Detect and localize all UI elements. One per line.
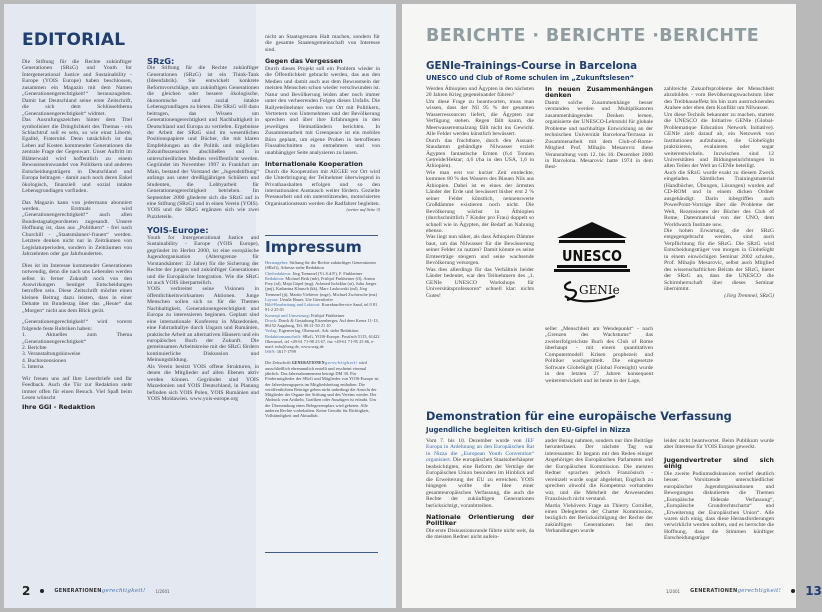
rubric-item: 2. Berichte: [22, 345, 47, 352]
genie-headline: GENIe-Trainings-Course in Barcelona: [426, 60, 638, 72]
lead-text: Vom 7. bis 10. Dezember wurde von: [426, 438, 522, 444]
article-paragraph: Um diese Frage zu beantworten, muss man wissen, dass der Nil 95 % der gesamten Wasserressourcen liefert, die Ägypten zur Verfügung stehen. Regen fällt kaum, die Meerwasserentsalzung fällt nicht ins Gewicht. Alle Felder werden künstlich bewässert.: [426, 98, 534, 138]
article-paragraph: Die hohen Erwartung, die der SRzG entgegengebracht werden, sind auch Verpflichtung für die SRzG. Die SRzG wird Entscheidungsträger von morgen in GlobeSight in einem einwöchigen Seminar 2002 schulen. Prof. Mihajlo Mesarovic, selbst auch Mitglied des wissenschaftlichen Beirats der SRzG, bietet der SRzG an, dass die UNESCO die Schirmherrschaft über dieses Seminar übernimmt.: [664, 227, 774, 293]
impressum-value: 1617-1799: [276, 349, 296, 355]
author-credit: (Jörg Tremmel, SRzG): [724, 292, 774, 299]
article-paragraph: Martin Viehövers Frage an Thierry Cornillet, einen Delegierten der Charter Kommission, bezüglich der Berücksichtigung der Rechte der zukünftigen Generationen bei den Verhandlungen wurde: [545, 502, 653, 535]
unesco-step: [554, 269, 630, 272]
page-number: 13: [805, 584, 822, 598]
article-paragraph: Auch die SRzG wurde exakt zu diesem Zweck eingeladen. Sämtliches Trainingsmaterial (Handbücher, Übungen, Lösungen) wurden auf CD-ROM und in einem dicken Ordner ausgehändigt. Darin inbegriffen auch PowerPoint-Vorträge über die Probleme der Welt, Rezensionen der Bücher des Club of Rome, Datenmaterial von der UNO, dem Worldwatch Institute usw.: [664, 169, 774, 228]
impressum-notice: [265, 360, 380, 419]
article-credit: [664, 293, 774, 299]
demo-column-3: [664, 438, 774, 542]
article-paragraph: ander Bezug nahmen, sondern nur ihre Beiträge herunterlasen. Der nächste Tag war interessanter. Er begann mit den Reden einiger Angehöriger des Europäischen Parlaments und der Europäischen Kommission. Die meisten Redner sprachen jedoch Französisch - vereinzelt wurde sogar abgelehnt, Englisch zu sprechen obwohl die Kompetenz vorhanden war, und die Mehrheit der Anwesenden Französisch nicht verstand.: [545, 438, 653, 503]
unesco-base: [557, 265, 627, 268]
brand-name: GENERATIONEN: [291, 360, 325, 365]
demo-subheadline: Jugendliche begleiten kritisch den EU-Gipfel in Nizza: [426, 426, 631, 434]
srzg-yois-column: [147, 58, 259, 403]
rubric-item: 4. Buchrezensionen: [22, 357, 67, 364]
right-page: [402, 4, 822, 608]
impressum-label: Chefredakteur:: [265, 270, 292, 276]
kooperation-body: Durch die Kooperation mit AEGEE vor Ort wird die Unterbringung der Teilnehmer überwiegend in Privathaushalten erfolgen und so den internationalen Austausch weiter fördern. Gezielte Pressearbeit und ein unterstützendes, motorisiertes Organisationsteam werden die Radfahrer begleiten.: [265, 168, 380, 207]
right-footer: [666, 584, 822, 598]
impressum-entries: [265, 260, 380, 418]
impressum-value: Eigenverlag, Oberursel, Adr. siehe Redaktion: [278, 328, 359, 334]
genie-column-1: [426, 86, 534, 299]
impressum-entry: [265, 276, 380, 297]
editorial-paragraph: Die Stiftung für die Rechte zukünftiger Generationen (SRzG) und Youth for Intergenerational Justice and Sustainability - Europe (YOIS Europe) haben beschlossen, zusammen ein Magazin mit dem Namen „Generationengerechtigkeit!“ herauszugeben. Damit hat Deutschland seine erste Zeitschrift, die sich dem Schlüsselthema „Generationengerechtigkeit“ widmet.: [22, 59, 132, 117]
impressum-brand: [292, 361, 358, 365]
impressum-value: Michael Beik (mb), Frithjof Finkbeiner (ff), Armin Frey (af), Maja Göpel (mg), Achmed Ischiklar (ai), Julia Jaeger (jmj), Katharina Klausch (kk), Marc Laskowski (ml), Jörg Tremmel (jt), Martin Viehöver (mgv), Michael Zschiesche (mz): [265, 275, 378, 297]
section-title: BERICHTE · BERICHTE ·BERICHTE: [426, 26, 760, 46]
brand-script: gerechtigkeit!: [324, 359, 358, 365]
genie-column-2-continued: [545, 326, 653, 384]
editorial-title: EDITORIAL: [22, 30, 126, 50]
impressum-label: Redaktionsanschrift:: [265, 333, 302, 339]
impressum-heading: Impressum: [265, 238, 362, 256]
demo-column-2: [545, 438, 653, 535]
column-intro: nicht an Staatsgrenzen Halt machen, sondern für die gesamte Staatengemeinschaft von Interesse sind.: [265, 34, 380, 53]
demo-headline: Demonstration für eine europäische Verfassung: [426, 410, 732, 423]
impressum-entry: [265, 334, 380, 350]
brand-name: GENERATIONEN: [690, 588, 738, 594]
kooperation-text: [265, 168, 380, 213]
issue-number: 1/2001: [666, 588, 681, 594]
srzg-text: Die Stiftung für die Rechte zukünftiger Generationen (SRzG) ist ein Think-Tank (Ideenfabrik). Sie entwickelt konkrete Reformvorschläge, um zukünftigen Generationen die gleichen oder bessere ökologische, ökonomische und sozial intakte Lebensgrundlagen zu bieten. Die SRzG will dazu beitragen, das Wissen um Generationengerechtigkeit und Nachhaltigkeit in Deutschland und Europa zu vertiefen. Ergebnisse der Arbeit der SRzG sind im wesentlichen Positionspapiere und Bücher, die mit klaren Empfehlungen an die Politik und möglichen Zukunftsszenarien abschließen und in unterschiedlichen Medien veröffentlicht werden. Gegründet im November 1997 in Frankfurt am Main, bestand der Vorstand der „Jugendstiftung“ anfangs aus unter dreißigjährigen Schülern und Studenten, die Lobbyarbeit für Generationengerechtigkeit betrieben. Im September 2000 gliederte sich die SRzG auf in eine Stiftung (SRzG) und in einen Verein (YOIS). YOIS und die SRzG ergänzen sich wie zwei Puzzleteile.: [147, 65, 259, 220]
impressum-notice-text: wird ausschließlich ehrenamtlich erstellt und erscheint viermal jährlich. Das Jahresabonnement beträgt DM 30. Für Fördermitglieder der SRzG und Mitglieder von YOIS-Europe ist der Jahresbezugspreis im Mitgliedsbeitrag enthalten. Die veröffentlichten Beiträge geben nicht unbedingt die Ansicht der Mitglieder der Organe der Stiftung und des Vereins wieder. Der Abdruck von Artikeln, Grafiken oder Auszügen ist erlaubt. Um die Übersendung eines Belegexemplars wird gebeten. Alle anderen Rechte vorbehalten. Keine Gewähr für Richtigkeit, Vollständigkeit und Aktualität.: [265, 359, 379, 418]
gegen-heading: Gegen das Vergessen: [265, 57, 343, 66]
genie-text: GENIe: [579, 283, 620, 297]
page-number: 2: [22, 584, 31, 598]
impressum-entry: [265, 349, 380, 354]
editorial-paragraph: Dies ist im Interesse kommender Generationen notwendig, denn die nach uns Lebenden werden selbst in ferner Zukunft noch von den Auswirkungen heutiger Entscheidungen betroffen sein. Diese Zeitschrift möchte einen kleinen Beitrag dazu leisten, dass in einer Debatte im Bundestag über das „Heute“ das „Morgen“ nicht aus dem Blick gerät.: [22, 262, 132, 314]
editorial-paragraph: Das Ausrufungszeichen hinter dem Titel symbolisiert die Dringlichkeit des Themas - ein Schlachtruf soll es sein, so wie einst Liberté, Egalité, Fraternité. Denn tatsächlich ist das Leben auf Kosten kommender Generationen die zentrale Frage der Gegenwart. Unser Auftritt im Blätterwald wird hoffentlich zu einem Bewusstseinswandel von Politikern und anderen Entscheidungsträgern in Deutschland und Europa beitragen - damit auch noch deren Enkel ökologisch, finanziell und sozial intakte Lebensgrundlagen vorfinden.: [22, 117, 132, 195]
lead-highlight: JEF Europa in Anlehnung an den Europäischen Rat in Nizza die „European Youth Convention“ organisiert.: [426, 438, 534, 464]
impressum-label: Herausgeber:: [265, 260, 289, 265]
genie-column-2: [545, 86, 653, 171]
article-paragraph: Durch das fruchtbare, durch den Assuan-Staudamm gebändigte Nilwasser erzielt Ägypten fantastische Ernten (6,4 Tonnen Getreide/Hektar; 4,6 t/ha in den USA, 1,6 in Äthiopien).: [426, 137, 534, 170]
impressum-notice-prefix: Die Zeitschrift: [265, 359, 291, 365]
unesco-pediment: [557, 222, 627, 238]
demo-col1-heading: Nationale Orientierung der Politiker: [426, 512, 534, 528]
issue-number: 1/2001: [155, 588, 170, 594]
continued-link[interactable]: (weiter auf Seite 3): [346, 207, 380, 213]
project-column: [265, 34, 380, 214]
impressum-value: Jörg Tremmel (V.i.S.d.P.), F. Finkbeiner: [292, 270, 363, 276]
impressum-label: Verlag:: [265, 328, 278, 334]
article-paragraph: seller „Menschheit am Wendepunkt“ - nach „Grenzen des Wachstums“ das zweiterfolgreichste Buch des Club of Rome überhaupt - mit einem quantitativen Computermodell Krisen prophezeit und Politiker wachgerüttelt. Die eingesetzte Software GlobeSight (Global Foresight) wurde in den letzten 27 Jahren konsequent weiterentwickelt und ist heute in der Lage,: [545, 326, 653, 384]
article-paragraph: Was dies allerdings für das Verhältnis beider Länder bedeutet, war den Teilnehmern des „1. GENIe UNESCO Workshops für Universitätsprofessoren“ schnell klar: nichts Gutes!: [426, 266, 534, 299]
editorial-closing: Wir freuen uns auf Ihre Leserbriefe und Ihr Feedback. Auch die Tür zur Redaktion steht immer offen für einen Besuch. Viel Spaß beim Lesen wünscht: [22, 375, 132, 402]
article-paragraph: Wie man erst vor kurzer Zeit entdeckte, kommen 80 % des Wassers des Blauen Nils aus Äthiopien. Dabei ist es eines der ärmsten Länder der Erde und bewässert bisher erst 2 % seiner Felder künstlich, nennenswerte Großdämme existieren noch nicht. Die Bevölkerung wächst in Äthiopien (durchschnittlich 7 Kinder pro Frau) doppelt so schnell wie in Ägypten, der Bedarf an Nahrung ebenso.: [426, 169, 534, 234]
editorial-column: [22, 59, 132, 410]
bullet-icon: [40, 589, 44, 593]
rubric-item: 3. Veranstaltungshinweise: [22, 351, 81, 358]
impressum-value: Frithjof Finkbeiner: [310, 312, 345, 318]
rubric-item: 5. Interna: [22, 364, 44, 371]
yois-heading: YOIS-Europe:: [147, 225, 209, 236]
magazine-brand: [54, 588, 145, 594]
impressum-value: KorrekturService Sand, tel 0 81 91-2 25 01: [265, 302, 378, 313]
gegen-text: Durch dieses Projekt soll ein Problem wieder in die Öffentlichkeit gebracht werden, das aus den Medien und damit auch aus dem Bewusstsein der meisten Menschen schon wieder verschwunden ist. Natur und Bevölkerung leiden aber noch immer unter den verheerenden Folgen dieses Unfalls. Die Rallyeteilnehmer werden vor Ort mit Politikern, Vertretern von Unternehmen und der Bevölkerung sprechen und über ihre Erfahrungen in den jeweiligen Heimatländern berichten. In Zusammenarbeit mit Greenpeace ist ein mobiles Büro geplant, um eigene Proben in betroffenen Flussabschnitten zu entnehmen und von unabhängiger Seite analysieren zu lassen.: [265, 65, 380, 156]
editorial-signature: Ihre GGI - Redaktion: [22, 402, 96, 411]
article-paragraph: Damit solche Zusammenhänge besser verstanden werden und Multiplikatoren zusammenhängendes Denken lernen, organisierte der UNESCO-Lehrstuhl für globale Probleme und nachhaltige Entwicklung an der technischen Universität Barcelona/Terrassa in Zusammenarbeit mit dem Club-of-Rome-Mitglied Prof. Mihajlo Mesarovic diese Veranstaltung vom 12. bis 16. Dezember 2000 in Barcelona. Mesarovic hatte 1974 in dem Best-: [545, 99, 653, 171]
impressum-entry: [265, 318, 380, 329]
yois-paragraph: YOIS verbreitet seine Visionen in öffentlichkeitswirksamen Aktionen. Junge Menschen sollen sich so für die Themen Nachhaltigkeit, Generationengerechtigkeit und Europa zu interessieren beginnen. Geplant sind eine internationale Konferenz in Mazedonien, eine Fahrradrallye durch Ungarn und Rumänien, praktische Arbeit an alternativen Häusern und ein europäisches Buch der Zukunft. Die gemeinsamen Arbeitskreise mit der SRzG fördern kontinuierliche Diskussion und Meinungsbildung.: [147, 286, 259, 364]
impressum-label: Druck:: [265, 317, 278, 323]
body-text: Die europäischen Staatsoberhäupter beabsichtigten, eine Reform der Verträge der Europäischen Union besonders im Hinblick auf die Erweiterung der EU zu erreichen. YOIS hingegen wollte die Idee einer gesamteuropäischen Verfassung, die auch die Rechte der zukünftigen Generationen berücksichtigt, voranbtreiben.: [426, 457, 534, 509]
bullet-icon: [791, 589, 795, 593]
impressum-label: Layout:: [265, 296, 279, 302]
genie-column-3: [664, 86, 774, 299]
left-page: [4, 4, 396, 608]
brand-name: GENERATIONEN: [54, 588, 102, 594]
genie-col2-heading: In neuen Zusammenhängen denken: [545, 85, 653, 100]
impressum-value: Stiftung für die Rechte zukünftiger Generationen (SRzG), Adresse siehe Redaktion: [265, 260, 376, 271]
magazine-brand: [690, 588, 781, 594]
impressum-value: SRzG, YOIS-Europe, Postfach 5115, 61422 Oberursel, tel +49-61 71-98 23 67, fax +49-61 71-95 25 66, e-mail: info@srzg.de, www.srzg.de: [265, 333, 380, 349]
demo-column-1: [426, 438, 534, 541]
impressum-label: Konzept und Umsetzung:: [265, 312, 310, 318]
yois-paragraph: Als Verein besitzt YOIS offene Strukturen, in denen die Mitglieder auf allen Ebenen aktiv werden können. Gegründet sind YOIS Mazedonien und YOIS Deutschland, in Planung befinden sich YOIS Polen, YOIS Rumänien und YOIS Moldawien. www.yois-europe.org: [147, 363, 259, 403]
article-paragraph: Was liegt nun näher, als dass Äthiopien Dämme baut, um das Nilwasser für die Bewässerung seiner Felder zu nutzen? Damit könnte es seine Ernteerträge steigern und seine wachsende Bevölkerung versorgen.: [426, 234, 534, 267]
brand-script: gerechtigkeit!: [737, 588, 782, 594]
editorial-paragraph: „Generationengerechtigkeit!“ wird vorerst folgende feste Rubriken haben:: [22, 319, 132, 332]
impressum-entry: [265, 302, 380, 313]
impressum-value: Ursula Hauer, Ute Giersdorfer: [279, 296, 334, 302]
editorial-paragraph: Das Magazin kann von jedermann abonniert werden. Erstmals wird „Generationengerechtigkeit!“ auch allen Bundestagsabgeordneten zugesandt. Unsere Hoffnung ist, dass aus „Politikern“ - frei nach Churchill - „Staatsmänner/-frauen“ werden. Letztere denken nicht nur in Zeiträumen von Legislaturperioden, sondern in Zeiträumen von Jahrzehnten oder gar Jahrhunderten.: [22, 199, 132, 258]
brand-script: gerechtigkeit!: [101, 588, 146, 594]
article-paragraph: zahlreiche Zukunftsprobleme der Menschheit abzubilden - vom Bevölkerungswachstum über den Treibhauseffekt bis hin zum austrocknenden Aralsee oder eben dem Konflikt um Nilwasser.: [664, 86, 774, 112]
genie-subheadline: UNESCO und Club of Rome schulen im „Zukunftslesen“: [426, 74, 634, 82]
impressum-divider-top: [265, 235, 378, 236]
yois-paragraph: Youth for Intergenerational Justice and Sustainability - Europe (YOIS Europe), gegründet im Herbst 2000, ist eine europäische Jugendorganisation (Altersgrenze für Vorstandsämter: 32 Jahre) für die Sicherung der Rechte der jungen und zukünftiger Generationen und die Europäische Integration. Wie die SRzG ist auch YOIS überparteilich.: [147, 234, 259, 286]
article-paragraph: leider nicht beantwortet. Beim Publikum wurde aber Interesse für YOIS Europe geweckt.: [664, 438, 774, 451]
kooperation-heading: Internationale Kooperation: [265, 160, 363, 169]
unesco-text: UNESCO: [562, 247, 622, 265]
impressum-divider-bottom: [265, 552, 378, 553]
impressum-label: Bild-Bearbeitung und Lektorat:: [265, 302, 321, 307]
left-footer: [22, 584, 170, 598]
impressum-label: Redaktion:: [265, 275, 285, 281]
impressum-label: ISSN:: [265, 349, 276, 355]
article-paragraph: Die zweite Podiumsdiskussion verlief deutlich besser. Vorsitzende unterschiedlicher europäischer Jugendorganisationen und Bewegungen diskutierten die Themen „Europäische föderale Verfassung“, „Europäische Grundrechtscharta“ und „Erweiterung der Europäischen Union“. Alle waren sich einig, dass diese Herausforderungen verwirklicht werden sollten, und es herrschte die Hoffnung, dass die Stimmen künftiger Entscheidungsträger: [664, 470, 774, 542]
unesco-architrave: [559, 240, 625, 243]
unesco-genie-logo: [549, 216, 635, 312]
impressum-value: Druck & Gestaltung Eitzenberger, Auf dem Kreuz 11-13, 86152 Augsburg, Tel. 08 21-50 21 10: [265, 317, 379, 328]
article-paragraph: Um diese Technik bekannter zu machen, startete die UNESCO die Initiative GENIe (Global-Problematique Education Network Initiative). GENIe zielt darauf ab, ein Netzwerk von Institutionen aufzubauen, die GlobeSight praktizieren, evaluieren oder sogar weiterentwickeln. Inzwischen sind 12 Universitäten und Bildungseinrichtungen in allen Teilen der Welt an GENIe beteiligt.: [664, 111, 774, 170]
article-paragraph: Werden Äthiopien und Ägypten in den nächsten 20 Jahren Krieg gegeneinander führen?: [426, 86, 534, 99]
impressum-entry: [265, 260, 380, 271]
article-paragraph: [426, 438, 534, 509]
rubric-item: 1. Aktuelles zum Thema „Generationengerechtigkeit“: [22, 332, 132, 345]
srzg-heading: SRzG:: [147, 56, 175, 66]
demo-col3-heading: Jugendvertreter sind sich einig: [664, 455, 774, 471]
article-paragraph: Die erste Diskussionsrunde führte nicht weit, da die meisten Redner nicht aufein-: [426, 527, 534, 541]
